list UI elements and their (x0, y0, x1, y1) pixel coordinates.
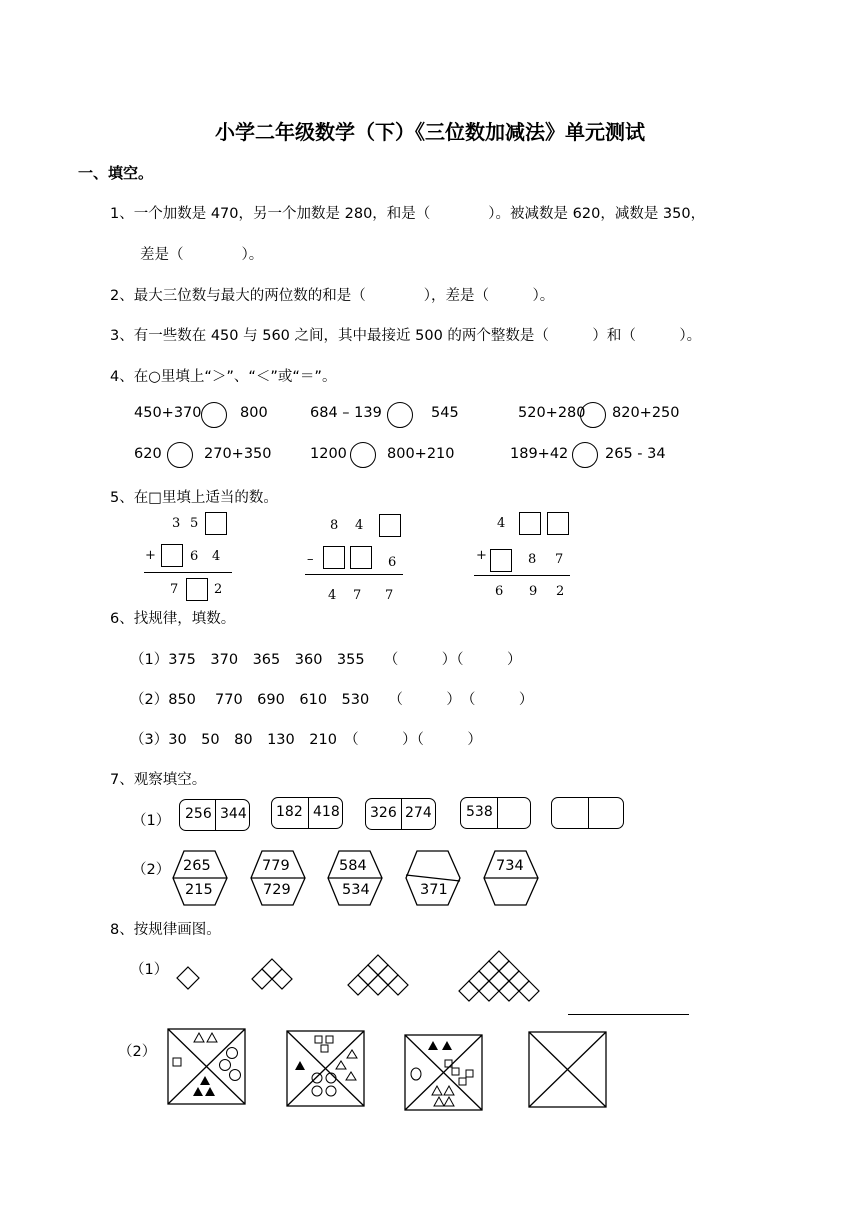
digit: 4 (355, 518, 364, 533)
question-3: 3、有一些数在 450 与 560 之间，其中最接近 500 的两个整数是（ ）和（ ）。 (110, 328, 702, 344)
answer-box[interactable] (205, 512, 227, 535)
diamond-pattern-1 (176, 966, 202, 992)
shape-box-1 (167, 1028, 247, 1106)
digit: 6 (388, 555, 397, 570)
hexagon-top-number: 734 (496, 858, 524, 874)
diamond-pattern-3 (343, 954, 415, 1000)
operator: + (476, 548, 487, 563)
answer-box[interactable] (379, 514, 401, 537)
digit: 2 (556, 584, 565, 599)
question-4: 4、在○里填上“＞”、“＜”或“＝”。 (110, 369, 337, 385)
number-capsule (460, 797, 531, 829)
compare-left: 1200 (310, 446, 347, 462)
compare-circle[interactable] (167, 442, 193, 468)
compare-circle[interactable] (350, 442, 376, 468)
question-7: 7、观察填空。 (110, 772, 207, 788)
question-1-line-2: 差是（ ）。 (140, 247, 264, 263)
pattern-row-3: （3）30 50 80 130 210 （ ）（ ） (130, 732, 482, 748)
digit: 6 (190, 549, 199, 564)
question-5: 5、在□里填上适当的数。 (110, 490, 278, 506)
compare-circle[interactable] (580, 402, 606, 428)
capsule-divider (308, 798, 309, 828)
number-capsule (365, 798, 436, 830)
capsule-number: 418 (313, 804, 340, 820)
number-capsule (179, 799, 250, 831)
diamond-pattern-4 (457, 950, 545, 1006)
compare-right: 800+210 (387, 446, 455, 462)
answer-box[interactable] (161, 544, 183, 567)
difference-line (305, 574, 403, 575)
capsule-divider (215, 800, 216, 830)
sub-label-1: （1） (130, 962, 169, 978)
sub-label-1: （1） (132, 813, 171, 829)
digit: 8 (528, 552, 537, 567)
digit: 7 (170, 582, 179, 597)
hexagon-bottom-number: 215 (185, 882, 213, 898)
digit: 6 (495, 584, 504, 599)
digit: 9 (529, 584, 538, 599)
answer-box[interactable] (186, 578, 208, 601)
question-2: 2、最大三位数与最大的两位数的和是（ ），差是（ ）。 (110, 288, 555, 304)
compare-left: 620 (134, 446, 162, 462)
hexagon-bottom-number: 729 (263, 882, 291, 898)
compare-right: 800 (240, 405, 268, 421)
digit: 8 (330, 518, 339, 533)
hexagon-top-number: 779 (262, 858, 290, 874)
digit: 4 (328, 588, 337, 603)
hexagon-bottom-number: 534 (342, 882, 370, 898)
diamond-pattern-2 (248, 958, 298, 996)
answer-box[interactable] (547, 512, 569, 535)
digit: 7 (385, 588, 394, 603)
compare-right: 265 - 34 (605, 446, 666, 462)
sub-label-2: （2） (118, 1044, 157, 1060)
sum-line (474, 575, 570, 576)
hexagon-bottom-number: 371 (420, 882, 448, 898)
digit: 5 (190, 516, 199, 531)
number-capsule (271, 797, 343, 829)
operator: + (145, 548, 156, 563)
answer-box[interactable] (323, 546, 345, 569)
hexagon-top-number: 265 (183, 858, 211, 874)
number-capsule (551, 797, 624, 829)
pattern-row-1: （1）375 370 365 360 355 （ ）（ ） (130, 652, 522, 668)
sum-line (144, 572, 232, 573)
question-1-line-1: 1、一个加数是 470，另一个加数是 280，和是（ ）。被减数是 620，减数是 350， (110, 206, 706, 222)
compare-right: 820+250 (612, 405, 680, 421)
shape-box-answer[interactable] (528, 1031, 608, 1109)
capsule-number: 344 (220, 806, 247, 822)
answer-box[interactable] (490, 549, 512, 572)
capsule-number: 256 (185, 806, 212, 822)
compare-right: 270+350 (204, 446, 272, 462)
digit: 4 (497, 516, 506, 531)
pattern-row-2: （2）850 770 690 610 530 （ ） （ ） (130, 692, 534, 708)
answer-box[interactable] (350, 546, 372, 569)
sub-label-2: （2） (132, 862, 171, 878)
capsule-number: 538 (466, 804, 493, 820)
digit: 4 (212, 549, 221, 564)
shape-box-3 (404, 1034, 484, 1112)
question-8: 8、按规律画图。 (110, 922, 221, 938)
capsule-divider (588, 798, 589, 828)
digit: 2 (214, 582, 223, 597)
answer-box[interactable] (519, 512, 541, 535)
operator: – (307, 552, 314, 567)
capsule-number: 182 (276, 804, 303, 820)
digit: 3 (172, 516, 181, 531)
digit: 7 (555, 552, 564, 567)
compare-left: 684 – 139 (310, 405, 382, 421)
compare-circle[interactable] (201, 402, 227, 428)
capsule-number: 326 (370, 805, 397, 821)
question-6: 6、找规律，填数。 (110, 611, 236, 627)
section-heading: 一、填空。 (78, 164, 154, 182)
compare-left: 189+42 (510, 446, 569, 462)
answer-line[interactable] (568, 1014, 689, 1015)
compare-left: 520+280 (518, 405, 586, 421)
compare-left: 450+370 (134, 405, 202, 421)
capsule-divider (497, 798, 498, 828)
capsule-number: 274 (405, 805, 432, 821)
page-title: 小学二年级数学（下）《三位数加减法》单元测试 (215, 120, 645, 144)
shape-box-2 (286, 1030, 366, 1108)
compare-right: 545 (431, 405, 459, 421)
digit: 7 (353, 588, 362, 603)
capsule-divider (401, 799, 402, 829)
hexagon-top-number: 584 (339, 858, 367, 874)
compare-circle[interactable] (572, 442, 598, 468)
compare-circle[interactable] (387, 402, 413, 428)
